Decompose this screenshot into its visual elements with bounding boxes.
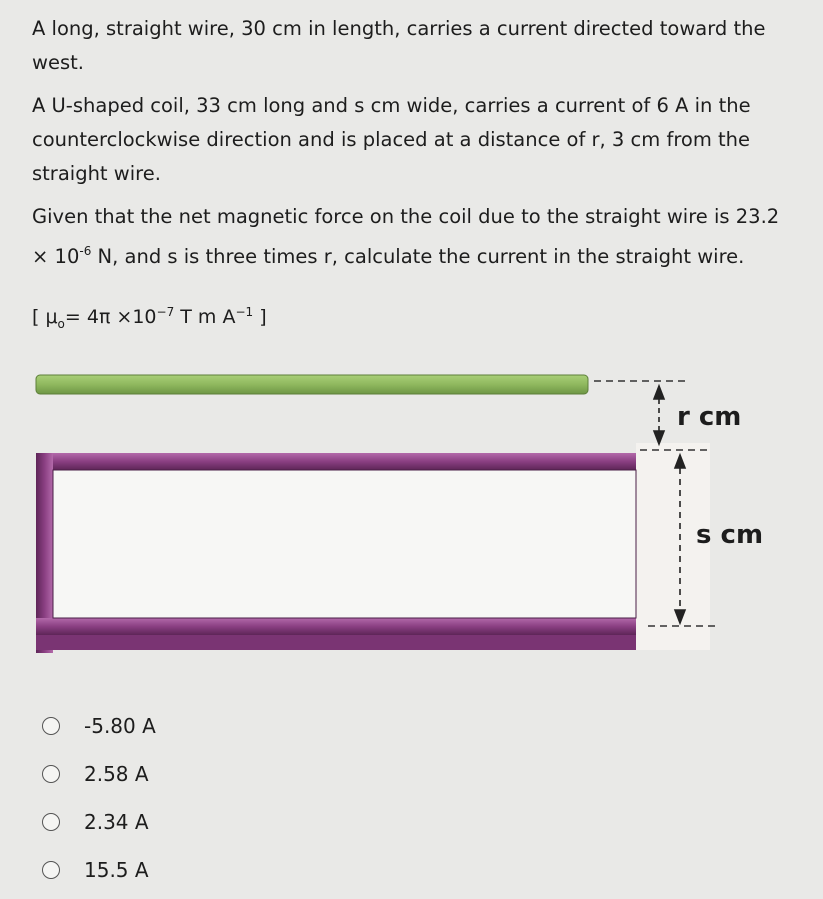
radio-button[interactable] <box>42 765 60 783</box>
u-shaped-coil <box>36 453 636 653</box>
formula-close: ] <box>253 306 267 328</box>
answer-option-label: -5.80 A <box>84 714 156 738</box>
question-paragraph-3 <box>32 200 792 274</box>
question-text <box>32 12 792 283</box>
answer-options <box>42 702 156 894</box>
straight-wire <box>36 375 588 394</box>
formula-exponent-1: −7 <box>156 305 175 319</box>
formula-subscript: o <box>57 316 65 331</box>
question-paragraph-2: A U-shaped coil, 33 cm long and s cm wide, carries a current of 6 A in the counterclockwise direction and is placed at a distance of r, 3 cm from the straight wire. <box>32 94 751 185</box>
permeability-formula <box>32 305 267 331</box>
answer-option-1[interactable] <box>42 702 156 750</box>
answer-option-3[interactable] <box>42 798 156 846</box>
formula-exponent-2: −1 <box>235 305 254 319</box>
force-exponent: -6 <box>79 244 92 258</box>
radio-button[interactable] <box>42 861 60 879</box>
question-paragraph-1: A long, straight wire, 30 cm in length, carries a current directed toward the west. <box>32 17 766 74</box>
answer-option-2[interactable] <box>42 750 156 798</box>
radio-button[interactable] <box>42 717 60 735</box>
radio-button[interactable] <box>42 813 60 831</box>
r-dimension-arrow <box>654 386 664 444</box>
r-label: r cm <box>677 402 742 432</box>
formula-unit: T m A <box>174 306 236 328</box>
force-value-text: Given that the net magnetic force on the coil due to the straight wire is 23.2 × 10 <box>32 205 780 268</box>
answer-option-label: 2.58 A <box>84 762 149 786</box>
formula-open: [ μ <box>32 306 58 328</box>
formula-mid: = 4π ×10 <box>64 306 157 328</box>
answer-option-4[interactable] <box>42 846 156 894</box>
answer-option-label: 15.5 A <box>84 858 149 882</box>
answer-option-label: 2.34 A <box>84 810 149 834</box>
force-unit-text: N, and s is three times r, calculate the current in the straight wire. <box>91 245 745 268</box>
s-label: s cm <box>696 520 764 550</box>
